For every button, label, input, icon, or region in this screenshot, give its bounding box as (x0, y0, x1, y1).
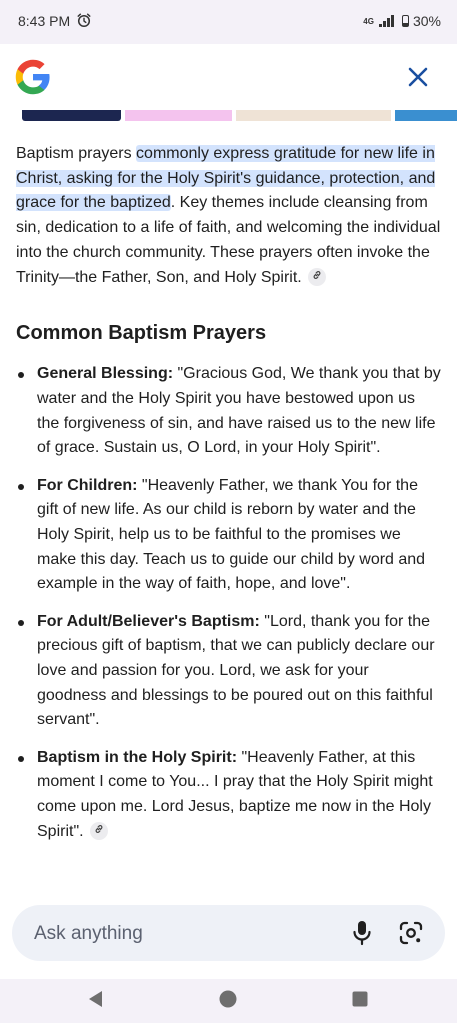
prayer-list (16, 362, 441, 844)
close-button[interactable] (401, 60, 435, 94)
thumbnail-2[interactable] (125, 110, 232, 121)
battery-percent: 30% (412, 13, 441, 29)
link-icon (311, 269, 323, 281)
bullet-point (18, 756, 24, 762)
citation-link-button[interactable] (90, 822, 108, 840)
ask-bar (12, 905, 445, 961)
bullet-point (18, 372, 24, 378)
recents-icon (349, 988, 371, 1010)
thumbnail-4[interactable] (395, 110, 457, 121)
prayer-title: Baptism in the Holy Spirit: (37, 748, 238, 766)
ask-input[interactable] (32, 905, 336, 963)
intro-paragraph (16, 142, 441, 290)
highlighted-text[interactable]: commonly express gratitude for new life in Christ, asking for the Holy Spirit's guidance, protection, and grace for the baptized (16, 145, 436, 212)
prayer-title: For Adult/Believer's Baptism: (37, 612, 260, 630)
intro-text-end: . Key themes include cleansing from sin, dedication to a life of faith, and welcoming the individual into the church community. These prayers often invoke the Trinity—the Father, Son, and Holy Spirit. (16, 194, 441, 286)
citation-link-button[interactable] (308, 268, 326, 286)
microphone-button[interactable] (350, 919, 374, 947)
google-lens-button[interactable] (398, 920, 424, 946)
signal-icon (379, 15, 394, 27)
thumbnail-1[interactable] (22, 110, 121, 121)
back-icon (86, 988, 108, 1010)
google-lens-icon (398, 920, 424, 946)
prayer-text: "Lord, thank you for the precious gift of baptism, that we can publicly declare our love and passion for you. Lord, we ask for your goodness and blessings to be poured out on this faithful servant". (37, 612, 435, 729)
bullet-point (18, 484, 24, 490)
list-item (16, 474, 441, 598)
navigation-bar (0, 979, 457, 1023)
image-thumbnails[interactable] (0, 110, 457, 121)
recents-button[interactable] (349, 988, 371, 1010)
prayer-text: "Heavenly Father, we thank You for the gift of new life. As our child is reborn by water and the Holy Spirit, help us to be faithful to the promises we make this day. Teach us to guide our child by word and example in the way of faith, hope, and love". (37, 476, 426, 593)
ai-answer (16, 142, 441, 857)
prayer-text: "Gracious God, We thank you that by water and the Holy Spirit you have bestowed upon us the forgiveness of sin, and have raised us to the new life of grace. Sustain us, O Lord, in your Holy Spirit". (37, 365, 441, 457)
thumbnail-3[interactable] (236, 110, 391, 121)
home-icon (217, 988, 239, 1010)
top-bar (0, 44, 457, 110)
list-item (16, 610, 441, 734)
intro-text-start: Baptism prayers (16, 145, 137, 162)
back-button[interactable] (86, 988, 108, 1010)
list-item (16, 362, 441, 461)
google-g-logo (15, 59, 51, 95)
search-result-sheet (0, 44, 457, 979)
close-icon (401, 60, 435, 94)
home-button[interactable] (217, 988, 239, 1010)
microphone-icon (350, 919, 374, 947)
bullet-point (18, 620, 24, 626)
status-bar (0, 0, 457, 44)
prayer-text: "Heavenly Father, at this moment I come to You... I pray that the Holy Spirit might come upon me. Lord Jesus, baptize me now in the Holy Spirit". (37, 748, 433, 840)
network-type: 4G (363, 16, 374, 26)
battery-icon (402, 15, 409, 27)
status-time: 8:43 PM (18, 13, 71, 29)
prayer-title: General Blessing: (37, 365, 174, 383)
section-title: Common Baptism Prayers (16, 322, 267, 345)
link-icon (93, 823, 105, 835)
list-item (16, 746, 441, 845)
prayer-title: For Children: (37, 476, 138, 494)
alarm-icon (76, 12, 92, 31)
